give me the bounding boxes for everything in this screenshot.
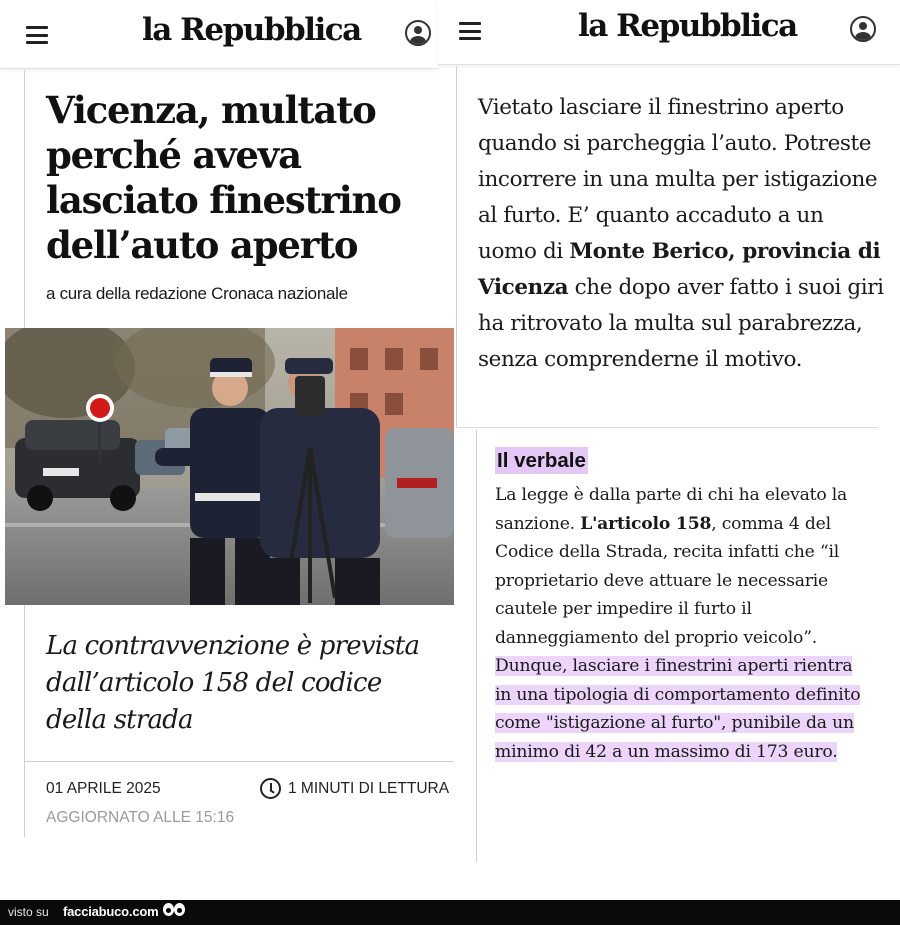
right-header [438,0,900,65]
article-intro [478,90,888,378]
clock-icon [260,778,281,799]
updated-time: AGGIORNATO ALLE 15:16 [46,809,235,826]
watermark-footer [0,900,900,925]
intro-text: Vietato lasciare il finestrino aperto quando si parcheggia l’auto. Potreste incorrere in una multa per istigazione al furto. E’ quanto accaduto a un uomo di [478,95,878,264]
article-headline: Vicenza, multato perché aveva lasciato finestrino dell’auto aperto [46,88,401,267]
meta-divider [24,761,454,762]
site-logo[interactable]: la Repubblica [142,12,361,48]
article-reference: L'articolo 158 [580,513,712,534]
footer-prefix: visto su [8,905,49,919]
left-header [0,0,438,69]
body-text-cont: , comma 4 del Codice della Strada, recita infatti che “il proprietario deve attuare le necessarie cautele per impedire il furto il danneggiamento del proprio veicolo”. [495,513,840,648]
body-text: La legge è dalla parte di chi ha elevato la sanzione. [495,485,848,534]
site-logo[interactable]: la Repubblica [578,8,797,44]
footer-brand[interactable]: facciabuco.com [63,904,159,919]
user-circle-icon[interactable] [405,20,431,46]
article-byline: a cura della redazione Cronaca nazionale [46,284,348,303]
police-officer-photo [5,328,454,605]
hamburger-menu-icon[interactable] [459,22,481,40]
eyes-icon [163,903,187,920]
section-title: Il verbale [497,449,586,472]
article-subheadline: La contravvenzione è prevista dall’articolo 158 del codice della strada [46,631,420,735]
publish-date: 01 APRILE 2025 [46,780,161,797]
section-body [495,481,870,766]
right-divider-top [456,66,457,428]
user-circle-icon[interactable] [850,16,876,42]
article-photo [5,328,454,605]
intro-location: Monte Berico, provincia di Vicenza [478,239,881,300]
hamburger-menu-icon[interactable] [26,26,48,44]
right-divider-bottom [476,430,477,862]
reading-time: 1 MINUTI DI LETTURA [288,780,450,797]
intro-text-end: che dopo aver fatto i suoi giri ha ritrovato la multa sul parabrezza, senza comprenderne il motivo. [478,275,884,372]
highlighted-text: Dunque, lasciare i finestrini aperti rientra in una tipologia di comportamento definito come "istigazione al furto", punibile da un minimo di 42 a un massimo di 173 euro. [495,656,861,762]
section-divider [456,427,878,428]
